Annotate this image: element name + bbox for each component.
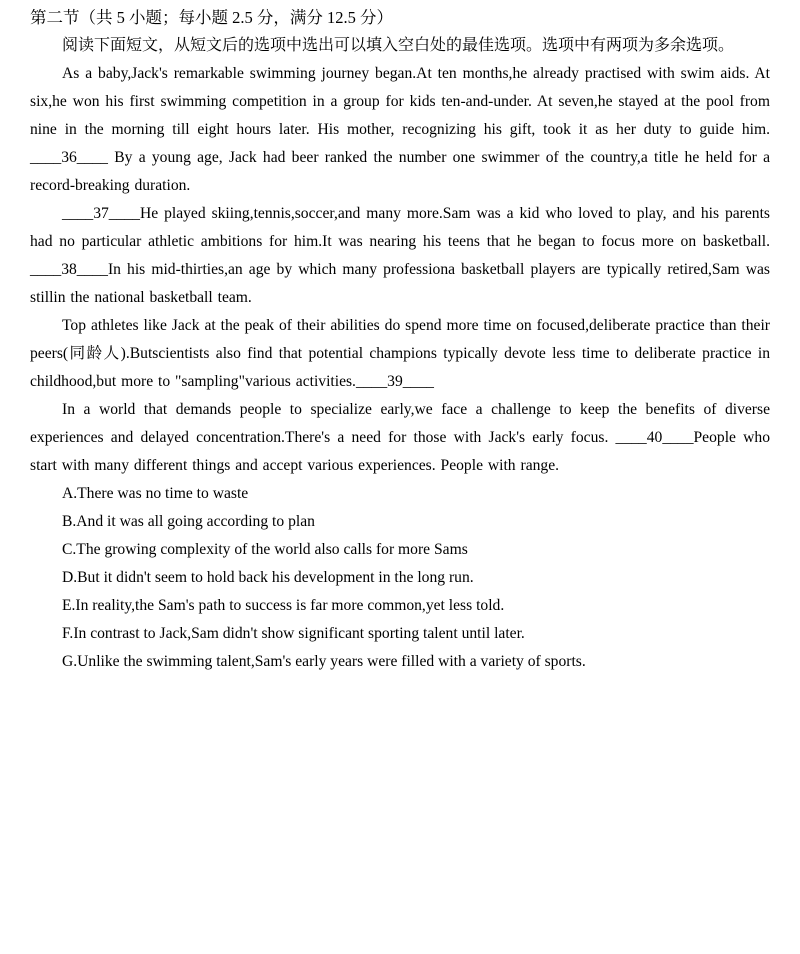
passage-paragraph-2: ____37____He played skiing,tennis,soccer,and many more.Sam was a kid who loved to play, and his parents had no particular athletic ambitions for him.It was nearing his teens that he began to focus more on basketball. ____38____In his mid-thirties,an age by which many professiona basketball players are typically retired,Sam was stillin the national basketball team. bbox=[30, 205, 770, 306]
option-a: A.There was no time to waste bbox=[62, 485, 249, 502]
passage-paragraph-4: In a world that demands people to specialize early,we face a challenge to keep the benefits of diverse experiences and delayed concentration.There's a need for those with Jack's early focus. ____40____People who start with many different things and accept various experiences. People with range. bbox=[30, 401, 770, 474]
option-d: D.But it didn't seem to hold back his development in the long run. bbox=[62, 569, 474, 586]
passage-paragraph-1: As a baby,Jack's remarkable swimming journey began.At ten months,he already practised with swim aids. At six,he won his first swimming competition in a group for kids ten-and-under. At seven,he stayed at the pool from nine in the morning till eight hours later. His mother, recognizing his gift, took it as her duty to guide him. ____36____ By a young age, Jack had beer ranked the number one swimmer of the country,a title he held for a record-breaking duration. bbox=[30, 65, 770, 194]
option-g: G.Unlike the swimming talent,Sam's early years were filled with a variety of sports. bbox=[62, 653, 586, 670]
option-f: F.In contrast to Jack,Sam didn't show significant sporting talent until later. bbox=[62, 625, 525, 642]
section-heading: 第二节（共 5 小题；每小题 2.5 分，满分 12.5 分） bbox=[30, 8, 393, 27]
option-c: C.The growing complexity of the world also calls for more Sams bbox=[62, 541, 468, 558]
option-e: E.In reality,the Sam's path to success is far more common,yet less told. bbox=[62, 597, 505, 614]
option-b: B.And it was all going according to plan bbox=[62, 513, 315, 530]
instructions-text: 阅读下面短文，从短文后的选项中选出可以填入空白处的最佳选项。选项中有两项为多余选项。 bbox=[62, 37, 735, 54]
passage-paragraph-3: Top athletes like Jack at the peak of their abilities do spend more time on focused,deliberate practice than their peers(同龄人).Butscientists also find that potential champions typically devote less time to deliberate practice in childhood,but more to "sampling"various activities.____39____ bbox=[30, 317, 770, 390]
